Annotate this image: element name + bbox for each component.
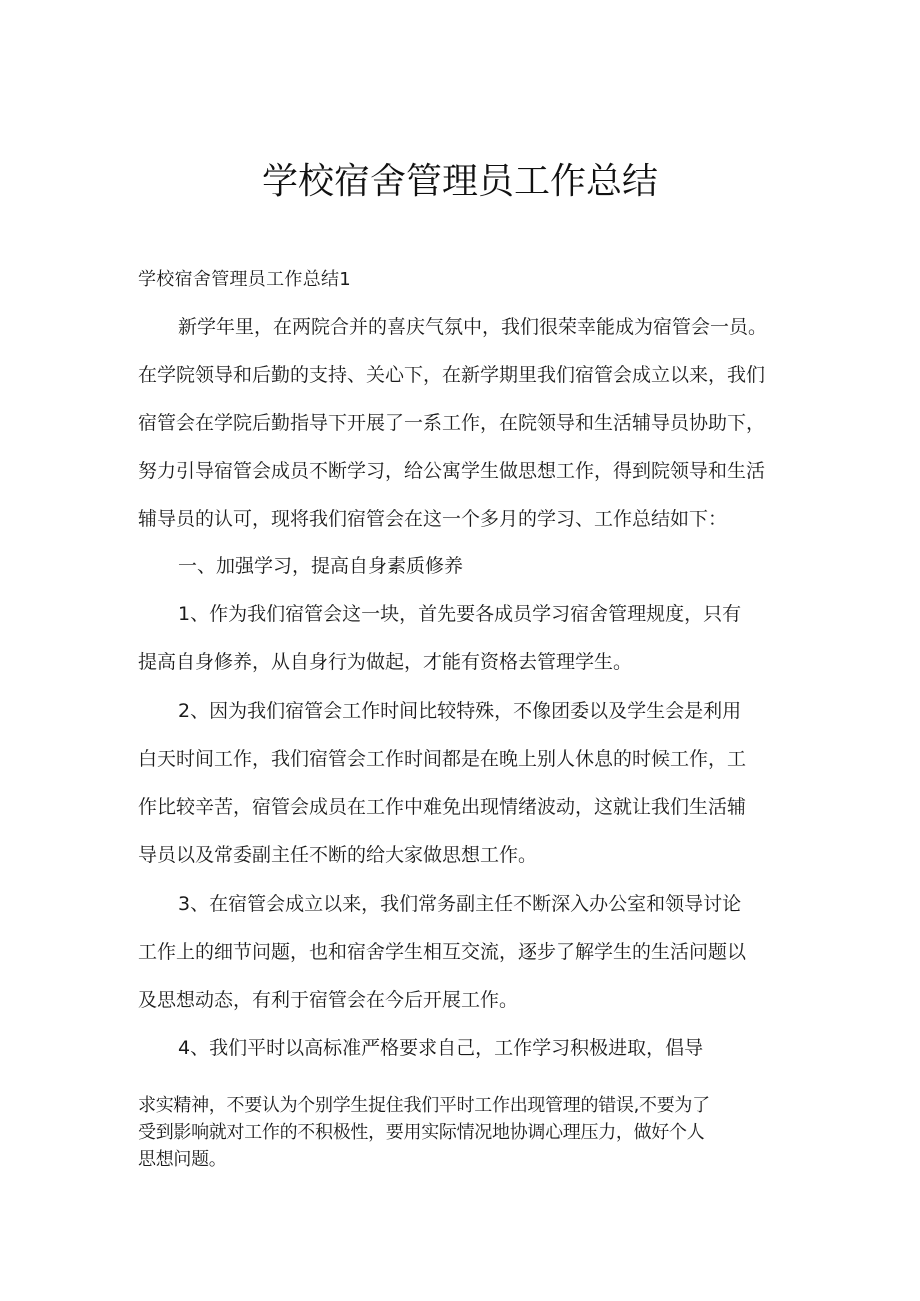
paragraph-line: 提高自身修养，从自身行为做起，才能有资格去管理学生。 [138,651,633,673]
section-heading: 一、加强学习，提高自身素质修养 [178,555,464,577]
paragraph-line: 思想问题。 [138,1149,227,1170]
section-heading: 学校宿舍管理员工作总结1 [138,269,352,290]
paragraph-line: 导员以及常委副主任不断的给大家做思想工作。 [138,844,538,866]
paragraph-line: 白天时间工作，我们宿管会工作时间都是在晚上别人休息的时候工作，工 [138,748,747,770]
paragraph-line: 1、作为我们宿管会这一块，首先要各成员学习宿舍管理规度，只有 [178,603,742,625]
paragraph-line: 2、因为我们宿管会工作时间比较特殊，不像团委以及学生会是利用 [178,700,742,722]
paragraph-line: 3、在宿管会成立以来，我们常务副主任不断深入办公室和领导讨论 [178,893,742,915]
paragraph-line: 及思想动态，有利于宿管会在今后开展工作。 [138,989,519,1011]
paragraph-line: 在学院领导和后勤的支持、关心下，在新学期里我们宿管会成立以来，我们 [138,364,766,386]
paragraph-line: 求实精神，不要认为个别学生捉住我们平时工作出现管理的错误,不要为了 [138,1095,710,1116]
paragraph-line: 宿管会在学院后勤指导下开展了一系工作，在院领导和生活辅导员协助下， [138,412,766,434]
paragraph-line: 工作上的细节问题，也和宿舍学生相互交流，逐步了解学生的生活问题以 [138,941,747,963]
paragraph-line: 新学年里，在两院合并的喜庆气氛中，我们很荣幸能成为宿管会一员。 [178,316,768,338]
paragraph-line: 辅导员的认可，现将我们宿管会在这一个多月的学习、工作总结如下： [138,508,728,530]
paragraph-line: 努力引导宿管会成员不断学习，给公寓学生做思想工作，得到院领导和生活 [138,460,766,482]
paragraph-line: 受到影响就对工作的不积极性，要用实际情况地协调心理压力，做好个人 [138,1122,705,1143]
document-title: 学校宿舍管理员工作总结 [261,161,658,202]
paragraph-line: 4、我们平时以高标准严格要求自己，工作学习积极进取，倡导 [178,1037,704,1059]
paragraph-line: 作比较辛苦，宿管会成员在工作中难免出现情绪波动，这就让我们生活辅 [138,796,747,818]
